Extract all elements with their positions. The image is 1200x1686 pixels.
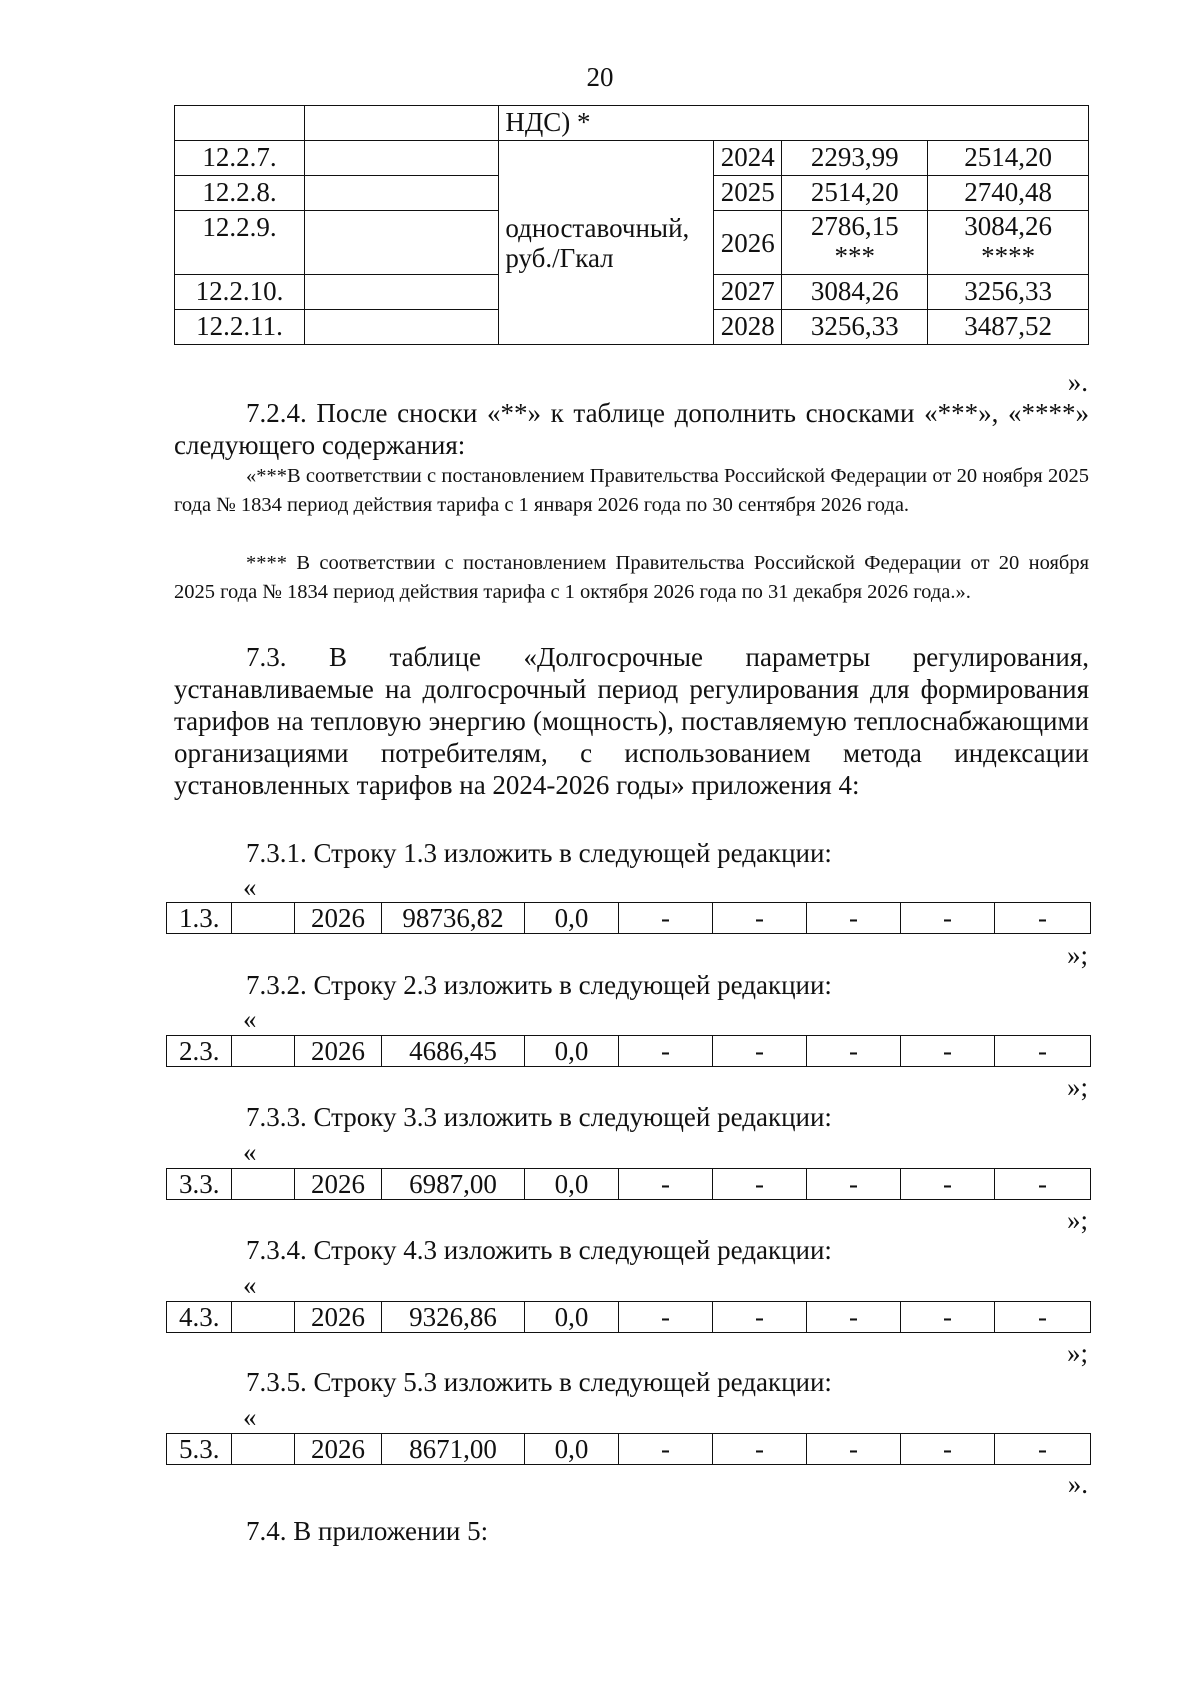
- open-quote: «: [243, 872, 257, 902]
- value-cell: 2293,99: [782, 141, 928, 176]
- dash-cell: -: [713, 1434, 807, 1465]
- dash-cell: -: [713, 903, 807, 934]
- year-cell: 2026: [295, 1434, 382, 1465]
- value-cell: [928, 211, 1089, 275]
- table-row: [167, 1434, 1091, 1465]
- open-quote: «: [243, 1004, 257, 1034]
- subsection-title: 7.3.3. Строку 3.3 изложить в следующей редакции:: [246, 1102, 832, 1132]
- dash-cell: -: [619, 1036, 713, 1067]
- dash-cell: -: [713, 1169, 807, 1200]
- replacement-row-table: [166, 1035, 1091, 1067]
- row-number: 3.3.: [167, 1169, 232, 1200]
- value-text: 2786,15: [810, 211, 899, 241]
- footnote-mark: ***: [834, 241, 875, 271]
- table-row: [175, 141, 1089, 176]
- percent-cell: 0,0: [525, 1302, 619, 1333]
- subsection-title: 7.3.1. Строку 1.3 изложить в следующей редакции:: [246, 838, 832, 868]
- year-cell: 2026: [295, 1036, 382, 1067]
- closing-quote: »;: [1066, 1205, 1088, 1235]
- table-row: [167, 903, 1091, 934]
- dash-cell: -: [619, 903, 713, 934]
- footnote-1: «***В соответствии с постановлением Правительства Российской Федерации от 20 ноября 2025 года № 1834 период действия тарифа с 1 января 2026 года по 30 сентября 2026 года.: [174, 465, 1089, 516]
- paragraph-7-3: 7.3. В таблице «Долгосрочные параметры регулирования, устанавливаемые на долгосрочный период регулирования для формирования тарифов на тепловую энергию (мощность), поставляемую теплоснабжающими организациями потребителям, с использованием метода индексации установленных тарифов на 2024-2026 годы» приложения 4:: [174, 642, 1089, 800]
- value-cell: 3256,33: [782, 310, 928, 345]
- subsection-title: 7.3.5. Строку 5.3 изложить в следующей редакции:: [246, 1367, 832, 1397]
- value-cell: 3256,33: [928, 275, 1089, 310]
- percent-cell: 0,0: [525, 1036, 619, 1067]
- closing-quote: »;: [1066, 1338, 1088, 1368]
- replacement-row-table: [166, 1168, 1091, 1200]
- dash-cell: -: [901, 1036, 995, 1067]
- row-number: 12.2.8.: [175, 176, 305, 211]
- year-cell: 2028: [714, 310, 782, 345]
- row-number: 12.2.11.: [175, 310, 305, 345]
- value-cell: 8671,00: [382, 1434, 525, 1465]
- dash-cell: -: [807, 1169, 901, 1200]
- value-cell: 9326,86: [382, 1302, 525, 1333]
- closing-quote: »;: [1066, 940, 1088, 970]
- value-cell: 2740,48: [928, 176, 1089, 211]
- table-row: [167, 1302, 1091, 1333]
- replacement-row-table: [166, 1433, 1091, 1465]
- row-number: 2.3.: [167, 1036, 232, 1067]
- year-cell: 2026: [295, 903, 382, 934]
- row-number: 1.3.: [167, 903, 232, 934]
- open-quote: «: [243, 1137, 257, 1167]
- value-cell: 3084,26: [782, 275, 928, 310]
- dash-cell: -: [901, 1302, 995, 1333]
- empty-cell: [232, 903, 295, 934]
- percent-cell: 0,0: [525, 1169, 619, 1200]
- footnote-2: **** В соответствии с постановлением Правительства Российской Федерации от 20 ноября 2025 года № 1834 период действия тарифа с 1 октября 2026 года по 31 декабря 2026 года.».: [174, 552, 1089, 603]
- value-cell: 6987,00: [382, 1169, 525, 1200]
- dash-cell: -: [995, 1434, 1091, 1465]
- dash-cell: -: [619, 1434, 713, 1465]
- value-cell: [782, 211, 928, 275]
- row-number: 12.2.9.: [175, 211, 305, 275]
- value-cell: 4686,45: [382, 1036, 525, 1067]
- empty-cell: [232, 1302, 295, 1333]
- dash-cell: -: [713, 1302, 807, 1333]
- dash-cell: -: [995, 1169, 1091, 1200]
- footnote-mark: ****: [981, 241, 1036, 271]
- table-row: [167, 1036, 1091, 1067]
- row-number: 12.2.10.: [175, 275, 305, 310]
- closing-quote: »;: [1066, 1072, 1088, 1102]
- dash-cell: -: [619, 1169, 713, 1200]
- closing-quote: ».: [1067, 1469, 1088, 1499]
- empty-cell: [232, 1036, 295, 1067]
- year-cell: 2025: [714, 176, 782, 211]
- year-cell: 2027: [714, 275, 782, 310]
- value-cell: 98736,82: [382, 903, 525, 934]
- year-cell: 2026: [295, 1169, 382, 1200]
- dash-cell: -: [901, 903, 995, 934]
- row-number: 5.3.: [167, 1434, 232, 1465]
- open-quote: «: [243, 1270, 257, 1300]
- dash-cell: -: [995, 1302, 1091, 1333]
- row-number: 12.2.7.: [175, 141, 305, 176]
- header-fragment: НДС) *: [499, 106, 1089, 141]
- replacement-row-table: [166, 1301, 1091, 1333]
- tariff-table: [174, 105, 1089, 345]
- percent-cell: 0,0: [525, 903, 619, 934]
- dash-cell: -: [901, 1169, 995, 1200]
- table-closing-quote: ».: [1067, 367, 1088, 397]
- paragraph-7-4: 7.4. В приложении 5:: [246, 1516, 489, 1546]
- paragraph-7-2-4: 7.2.4. После сноски «**» к таблице дополнить сносками «***», «****» следующего содержания:: [174, 398, 1089, 460]
- dash-cell: -: [619, 1302, 713, 1333]
- dash-cell: -: [901, 1434, 995, 1465]
- dash-cell: -: [713, 1036, 807, 1067]
- dash-cell: -: [807, 1302, 901, 1333]
- year-cell: 2026: [295, 1302, 382, 1333]
- row-number: 4.3.: [167, 1302, 232, 1333]
- value-cell: 3487,52: [928, 310, 1089, 345]
- value-text: 3084,26: [964, 211, 1052, 241]
- subsection-title: 7.3.2. Строку 2.3 изложить в следующей редакции:: [246, 970, 832, 1000]
- percent-cell: 0,0: [525, 1434, 619, 1465]
- table-row: [167, 1169, 1091, 1200]
- dash-cell: -: [807, 903, 901, 934]
- value-cell: 2514,20: [782, 176, 928, 211]
- replacement-row-table: [166, 902, 1091, 934]
- empty-cell: [232, 1434, 295, 1465]
- year-cell: 2024: [714, 141, 782, 176]
- value-cell: 2514,20: [928, 141, 1089, 176]
- subsection-title: 7.3.4. Строку 4.3 изложить в следующей редакции:: [246, 1235, 832, 1265]
- empty-cell: [232, 1169, 295, 1200]
- rate-type: одноставочный, руб./Гкал: [499, 141, 714, 345]
- year-cell: 2026: [714, 211, 782, 275]
- dash-cell: -: [995, 903, 1091, 934]
- dash-cell: -: [995, 1036, 1091, 1067]
- dash-cell: -: [807, 1036, 901, 1067]
- page-number: 20: [586, 62, 614, 92]
- open-quote: «: [243, 1402, 257, 1432]
- dash-cell: -: [807, 1434, 901, 1465]
- table-row: [175, 106, 1089, 141]
